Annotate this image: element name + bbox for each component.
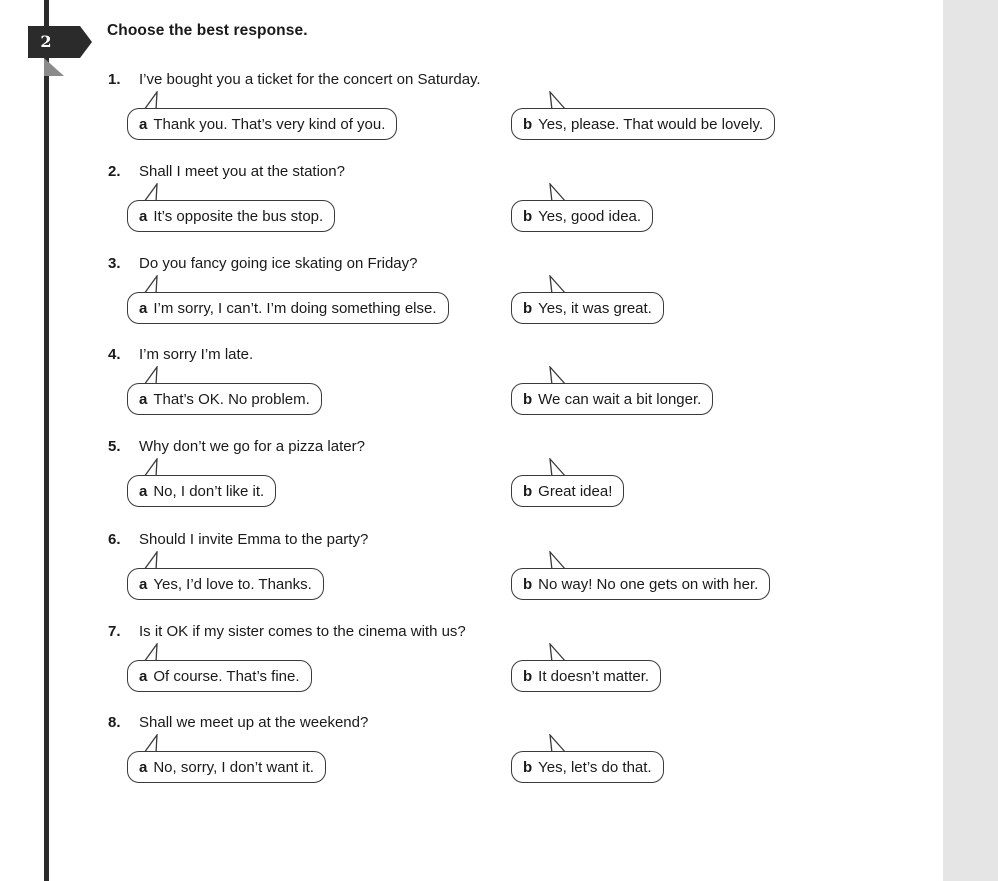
option-a-text: Thank you. That’s very kind of you. (153, 115, 386, 133)
option-a-bubble[interactable] (127, 475, 276, 507)
option-letter-a: a (139, 667, 148, 685)
question-item (0, 346, 940, 437)
option-letter-a: a (139, 482, 148, 500)
side-panel (943, 0, 998, 881)
option-letter-a: a (139, 575, 148, 593)
option-b-bubble[interactable] (511, 108, 775, 140)
option-b-bubble[interactable] (511, 200, 653, 232)
option-letter-b: b (523, 299, 533, 317)
option-letter-b: b (523, 758, 533, 776)
question-item (0, 255, 940, 346)
option-a-bubble[interactable] (127, 383, 322, 415)
option-letter-a: a (139, 207, 148, 225)
question-text: Why don’t we go for a pizza later? (139, 438, 365, 455)
option-letter-a: a (139, 115, 148, 133)
question-text: I’m sorry I’m late. (139, 346, 254, 363)
option-letter-a: a (139, 390, 148, 408)
option-letter-a: a (139, 758, 148, 776)
option-b-text: Yes, it was great. (538, 299, 652, 317)
option-b-bubble[interactable] (511, 475, 624, 507)
option-a-bubble[interactable] (127, 568, 324, 600)
option-a-text: Of course. That’s fine. (153, 667, 300, 685)
question-text: I’ve bought you a ticket for the concert on Saturday. (139, 71, 481, 88)
option-b-text: It doesn’t matter. (538, 667, 650, 685)
question-number: 6. (108, 531, 121, 548)
option-b-text: No way! No one gets on with her. (538, 575, 759, 593)
option-b-text: Yes, good idea. (538, 207, 642, 225)
option-a-bubble[interactable] (127, 108, 397, 140)
option-letter-b: b (523, 482, 533, 500)
option-b-bubble[interactable] (511, 292, 664, 324)
option-a-text: I’m sorry, I can’t. I’m doing something else. (153, 299, 437, 317)
option-a-text: That’s OK. No problem. (153, 390, 310, 408)
question-number: 1. (108, 71, 121, 88)
question-text: Should I invite Emma to the party? (139, 531, 369, 548)
option-a-text: No, sorry, I don’t want it. (153, 758, 314, 776)
question-item (0, 714, 940, 805)
question-number: 4. (108, 346, 121, 363)
option-letter-b: b (523, 667, 533, 685)
option-b-bubble[interactable] (511, 751, 664, 783)
option-a-text: Yes, I’d love to. Thanks. (153, 575, 312, 593)
question-item (0, 531, 940, 622)
option-a-bubble[interactable] (127, 292, 449, 324)
question-text: Shall I meet you at the station? (139, 163, 345, 180)
option-letter-b: b (523, 207, 533, 225)
question-item (0, 623, 940, 714)
question-number: 5. (108, 438, 121, 455)
question-number: 7. (108, 623, 121, 640)
question-number: 2. (108, 163, 121, 180)
question-text: Is it OK if my sister comes to the cinema with us? (139, 623, 466, 640)
option-a-bubble[interactable] (127, 200, 335, 232)
option-letter-b: b (523, 390, 533, 408)
question-text: Shall we meet up at the weekend? (139, 714, 369, 731)
option-a-bubble[interactable] (127, 751, 326, 783)
option-b-text: Yes, please. That would be lovely. (538, 115, 764, 133)
option-a-text: It’s opposite the bus stop. (153, 207, 324, 225)
question-number: 3. (108, 255, 121, 272)
question-item (0, 163, 940, 254)
option-letter-b: b (523, 575, 533, 593)
question-item (0, 438, 940, 529)
option-b-bubble[interactable] (511, 568, 770, 600)
option-letter-a: a (139, 299, 148, 317)
option-letter-b: b (523, 115, 533, 133)
option-b-text: We can wait a bit longer. (538, 390, 702, 408)
option-b-text: Great idea! (538, 482, 613, 500)
exercise-number: 2 (40, 32, 52, 51)
option-a-bubble[interactable] (127, 660, 312, 692)
question-number: 8. (108, 714, 121, 731)
question-item (0, 71, 940, 162)
exercise-number-tab (28, 26, 92, 76)
question-text: Do you fancy going ice skating on Friday? (139, 255, 418, 272)
exercise-instruction: Choose the best response. (107, 22, 308, 39)
option-b-bubble[interactable] (511, 383, 713, 415)
option-b-bubble[interactable] (511, 660, 661, 692)
option-b-text: Yes, let’s do that. (538, 758, 652, 776)
option-a-text: No, I don’t like it. (153, 482, 265, 500)
